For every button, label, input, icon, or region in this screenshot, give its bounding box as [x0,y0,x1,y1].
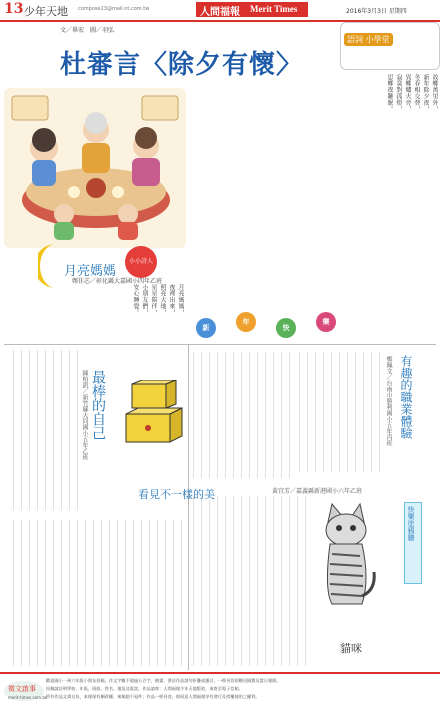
graffiti-wall-label: 快樂塗鴉牆 [407,506,415,541]
artwork-title: 貓咪 [340,642,362,655]
poem-line: 小朋友們， [141,284,148,316]
article-body-best-self-cont [6,520,182,666]
section-name: 少年天地 [24,5,68,18]
section-email: compose13@mail.nt.com.tw [78,6,150,12]
family-dinner-illustration [4,88,186,248]
footer-text-line: 投稿請註明學校、年級、班級、姓名、地址及電話，作品請寄：人間福報少年天地版收，或寄至電子信箱。 [46,686,243,691]
issue-date: 2016年3月3日 星期四 [346,8,407,15]
article-body-different-beauty-cont [190,496,306,666]
article-body-different-beauty [190,352,290,478]
poem-line: 安心睡覺。 [132,284,139,316]
article-title-different-beauty: 看見不一樣的美 [138,488,215,501]
article-body-career [296,352,380,472]
poem-line: 月亮媽媽， [177,284,184,316]
column-divider [188,344,189,670]
feature-title: 杜審言〈除夕有懷〉 [60,50,304,80]
vocabulary-box [340,22,440,70]
feature-body [190,74,438,304]
article-body-best-self [6,350,78,510]
article-byline-best-self: 陳柏凱／新竹縣大同國小五年乙班 [81,370,88,460]
poem-title: 月亮媽媽 [64,264,117,279]
badge-char: 年 [236,312,256,332]
stacked-boxes-illustration [120,380,186,450]
logo-chinese: 人間福報 [200,7,240,18]
poem-line: 星星陪伴， [150,284,157,316]
page-number: 13 [4,1,24,17]
feature-line: 異鄉爐火旁， [404,74,411,113]
article-title-career: 有趣的職業體驗 [399,355,413,439]
call-for-submissions-title: 徵文啟事 [8,685,36,693]
feature-line: 寂寞對孤燈， [395,74,402,113]
poem-line: 夜裡出來， [168,284,175,316]
poem-line: 照亮大地， [159,284,166,316]
section-divider [4,344,436,345]
feature-line: 新年除夕夜， [422,74,429,113]
footer-url: merit-times.com.tw [8,695,48,700]
badge-char: 新 [196,318,216,338]
crescent-moon-icon [38,242,62,290]
vocabulary-label: 語詞 小學堂 [344,33,393,46]
feature-line: 冬春相交替， [413,74,420,113]
poem-author: 鄭佳芯／彰化縣大嘉國小四年乙班 [72,278,163,285]
feature-byline: 文／畢宏 圖／羽弘 [60,27,115,34]
cat-drawing [310,500,380,610]
little-poet-badge: 小小詩人 [125,246,157,278]
poem-body [8,284,184,336]
badge-char: 樂 [316,312,336,332]
article-byline-different-beauty: 黃宜芳／嘉義縣新港國小六年乙班 [272,488,363,495]
footer-text-line: 歡迎國小一到六年級小朋友投稿，作文字數不超過五百字，繪畫、書法作品請勿折疊或護貝，一經刊登即贈送稿費及當日報紙。 [46,678,281,683]
feature-line: 思鄉夜難眠。 [386,74,393,113]
feature-line: 故鄉萬里外， [431,74,438,113]
footer-text-line: 所有作品文責自負，本報保有刪改權，來稿恕不退件；作品一經刊登，即同意人間福報享有發行及授權使用之權利。 [46,694,260,699]
article-title-best-self: 最棒的自己 [90,370,106,440]
badge-char: 快 [276,318,296,338]
new-year-badges [196,312,336,342]
logo-english: Merit Times [250,4,298,14]
article-byline-career: 鄭珮文／台南市勝利國小五年丙班 [385,356,392,446]
